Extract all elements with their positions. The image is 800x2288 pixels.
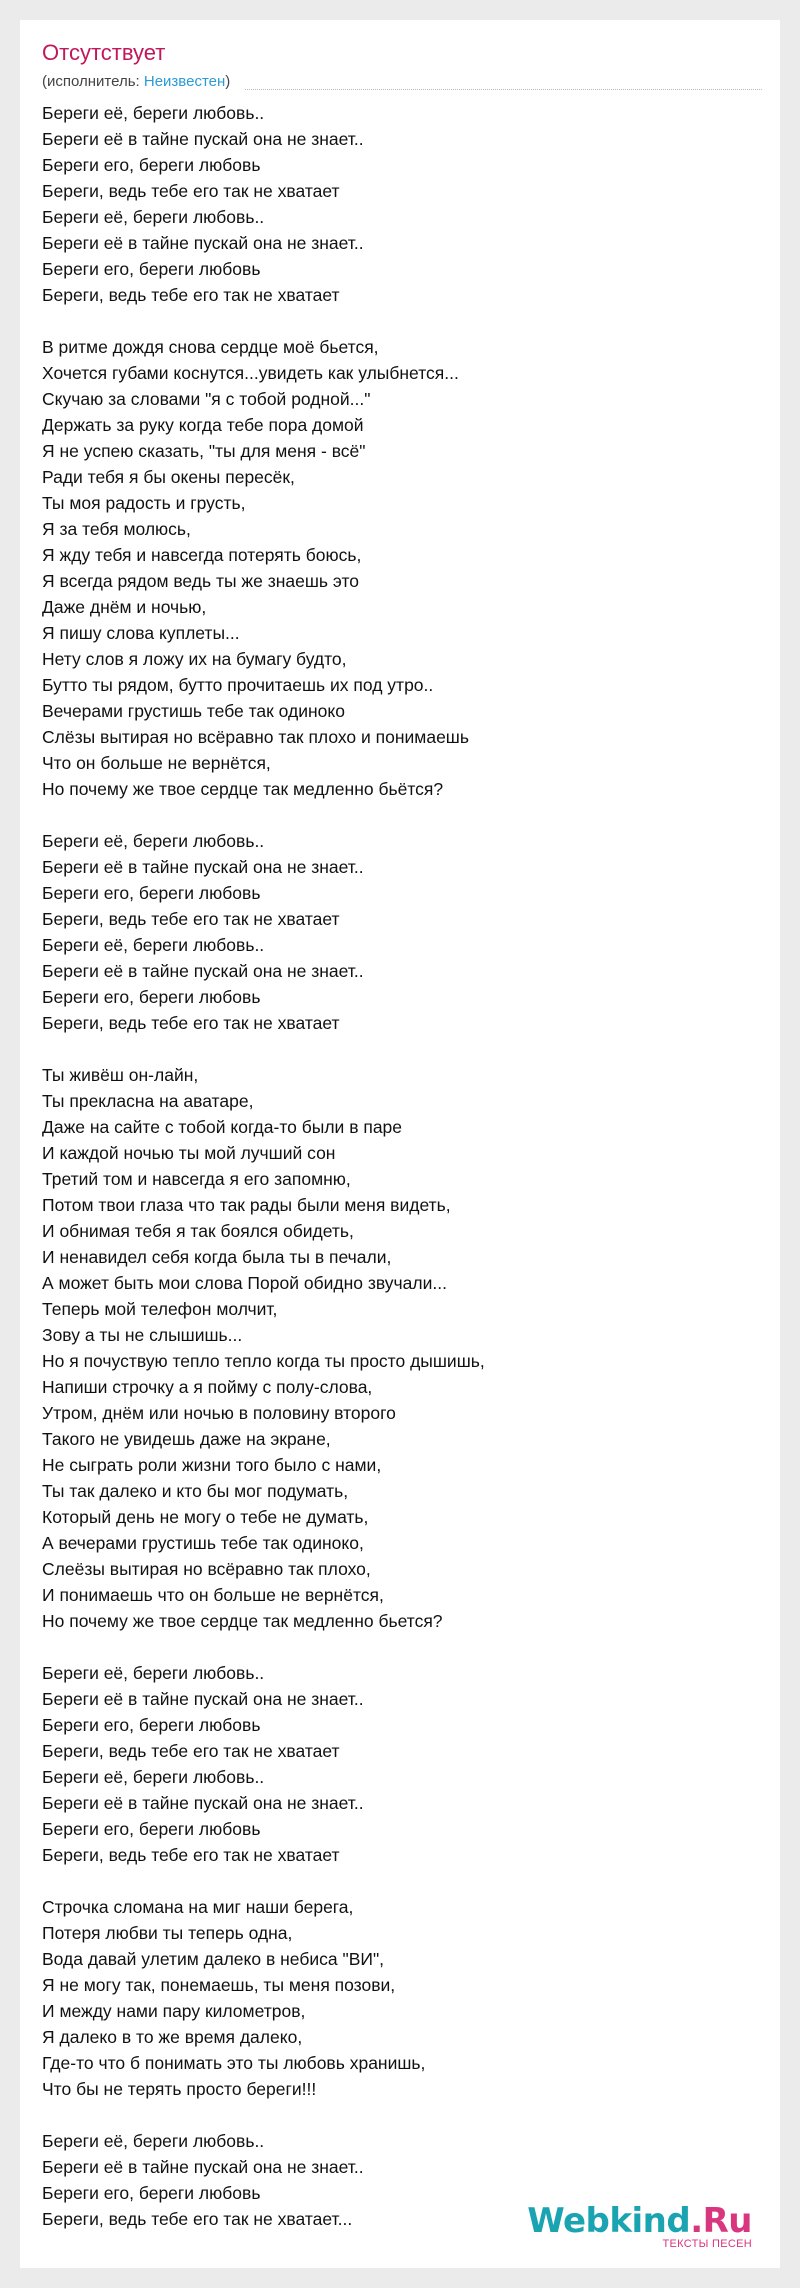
lyric-line: Береги её, береги любовь.. bbox=[42, 207, 265, 227]
lyric-line: Береги, ведь тебе его так не хватает... bbox=[42, 2209, 353, 2229]
lyric-line: Береги его, береги любовь bbox=[42, 883, 261, 903]
lyric-line: Береги её в тайне пускай она не знает.. bbox=[42, 1689, 364, 1709]
lyric-line: Бутто ты рядом, бутто прочитаешь их под утро.. bbox=[42, 675, 434, 695]
lyric-line: Что он больше не вернётся, bbox=[42, 753, 271, 773]
lyric-line: Береги её, береги любовь.. bbox=[42, 935, 265, 955]
lyric-line: В ритме дождя снова сердце моё бьется, bbox=[42, 337, 379, 357]
lyric-line: Вода давай улетим далеко в небиса "ВИ", bbox=[42, 1949, 385, 1969]
lyric-line: Береги его, береги любовь bbox=[42, 155, 261, 175]
lyric-line: Строчка сломана на миг наши берега, bbox=[42, 1897, 354, 1917]
lyric-line: Теперь мой телефон молчит, bbox=[42, 1299, 278, 1319]
lyric-line: Слеёзы вытирая но всёравно так плохо, bbox=[42, 1559, 371, 1579]
lyric-line: Не сыграть роли жизни того было с нами, bbox=[42, 1455, 382, 1475]
lyric-line: Где-то что б понимать это ты любовь хранишь, bbox=[42, 2053, 426, 2073]
lyric-line: И между нами пару километров, bbox=[42, 2001, 306, 2021]
lyric-line: Я пишу слова куплеты... bbox=[42, 623, 240, 643]
lyric-line: Нету слов я ложу их на бумагу будто, bbox=[42, 649, 347, 669]
lyric-line: Ты живёш он-лайн, bbox=[42, 1065, 199, 1085]
artist-prefix: (исполнитель: bbox=[42, 73, 144, 90]
lyric-line: Зову а ты не слышишь... bbox=[42, 1325, 243, 1345]
lyric-line: Хочется губами коснутся...увидеть как улыбнется... bbox=[42, 363, 459, 383]
lyric-line: Береги её, береги любовь.. bbox=[42, 1767, 265, 1787]
logo-tagline: ТЕКСТЫ ПЕСЕН bbox=[662, 2238, 752, 2250]
lyrics-stanza bbox=[42, 100, 762, 308]
lyric-line: Но я почуствую тепло тепло когда ты просто дышишь, bbox=[42, 1351, 485, 1371]
lyric-line: Береги его, береги любовь bbox=[42, 987, 261, 1007]
lyrics-text bbox=[42, 100, 762, 2258]
lyric-line: Береги его, береги любовь bbox=[42, 2183, 261, 2203]
lyric-line: И каждой ночью ты мой лучший сон bbox=[42, 1143, 336, 1163]
lyric-line: Ради тебя я бы окены пересёк, bbox=[42, 467, 295, 487]
lyric-line: Береги её в тайне пускай она не знает.. bbox=[42, 1793, 364, 1813]
lyric-line: Береги её, береги любовь.. bbox=[42, 2131, 265, 2151]
lyric-line: Но почему же твое сердце так медленно бьётся? bbox=[42, 779, 444, 799]
lyric-line: Но почему же твое сердце так медленно бьется? bbox=[42, 1611, 443, 1631]
lyric-line: Третий том и навсегда я его запомню, bbox=[42, 1169, 351, 1189]
lyric-line: Слёзы вытирая но всёравно так плохо и понимаешь bbox=[42, 727, 469, 747]
logo-wordmark bbox=[527, 2201, 752, 2241]
lyric-line: Потом твои глаза что так рады были меня видеть, bbox=[42, 1195, 451, 1215]
lyric-line: И ненавидел себя когда была ты в печали, bbox=[42, 1247, 392, 1267]
lyric-line: Я не успею сказать, "ты для меня - всё" bbox=[42, 441, 366, 461]
lyric-line: Утром, днём или ночью в половину второго bbox=[42, 1403, 396, 1423]
lyric-line: Береги её в тайне пускай она не знает.. bbox=[42, 961, 364, 981]
lyric-line: Ты так далеко и кто бы мог подумать, bbox=[42, 1481, 349, 1501]
lyric-line: Береги её в тайне пускай она не знает.. bbox=[42, 2157, 364, 2177]
lyric-line: Ты прекласна на аватаре, bbox=[42, 1091, 254, 1111]
lyric-line: Я за тебя молюсь, bbox=[42, 519, 191, 539]
lyric-line: Такого не увидешь даже на экране, bbox=[42, 1429, 331, 1449]
lyric-line: Береги её, береги любовь.. bbox=[42, 103, 265, 123]
lyric-line: Береги её в тайне пускай она не знает.. bbox=[42, 233, 364, 253]
lyric-line: И обнимая тебя я так боялся обидеть, bbox=[42, 1221, 354, 1241]
lyric-line: И понимаешь что он больше не вернётся, bbox=[42, 1585, 384, 1605]
lyrics-stanza bbox=[42, 1894, 762, 2102]
lyric-line: Береги, ведь тебе его так не хватает bbox=[42, 1845, 340, 1865]
header-divider bbox=[245, 89, 762, 90]
lyrics-card bbox=[20, 20, 780, 2268]
song-title: Отсутствует bbox=[42, 40, 166, 65]
lyric-line: Береги её в тайне пускай она не знает.. bbox=[42, 857, 364, 877]
lyrics-stanza bbox=[42, 1660, 762, 1868]
lyric-line: Береги, ведь тебе его так не хватает bbox=[42, 181, 340, 201]
lyric-line: Береги, ведь тебе его так не хватает bbox=[42, 1741, 340, 1761]
lyric-line: Который день не могу о тебе не думать, bbox=[42, 1507, 369, 1527]
lyric-line: Я далеко в то же время далеко, bbox=[42, 2027, 303, 2047]
lyric-line: Что бы не терять просто береги!!! bbox=[42, 2079, 317, 2099]
lyric-line: А вечерами грустишь тебе так одиноко, bbox=[42, 1533, 364, 1553]
lyric-line: Держать за руку когда тебе пора домой bbox=[42, 415, 364, 435]
lyric-line: Береги, ведь тебе его так не хватает bbox=[42, 1013, 340, 1033]
artist-line bbox=[42, 74, 230, 89]
lyric-line: Береги её в тайне пускай она не знает.. bbox=[42, 129, 364, 149]
lyric-line: Даже днём и ночью, bbox=[42, 597, 207, 617]
site-logo[interactable] bbox=[527, 2201, 752, 2250]
lyric-line: Береги его, береги любовь bbox=[42, 1819, 261, 1839]
lyric-line: А может быть мои слова Порой обидно звучали... bbox=[42, 1273, 447, 1293]
lyric-line: Береги, ведь тебе его так не хватает bbox=[42, 285, 340, 305]
lyric-line: Я жду тебя и навсегда потерять боюсь, bbox=[42, 545, 362, 565]
logo-tld: .Ru bbox=[690, 2201, 752, 2241]
lyric-line: Напиши строчку а я пойму с полу-слова, bbox=[42, 1377, 373, 1397]
lyrics-stanza bbox=[42, 828, 762, 1036]
lyric-line: Я не могу так, понемаешь, ты меня позови, bbox=[42, 1975, 396, 1995]
artist-link[interactable]: Неизвестен bbox=[143, 73, 226, 90]
lyric-line: Береги его, береги любовь bbox=[42, 1715, 261, 1735]
lyric-line: Береги её, береги любовь.. bbox=[42, 831, 265, 851]
lyric-line: Я всегда рядом ведь ты же знаешь это bbox=[42, 571, 359, 591]
lyric-line: Береги её, береги любовь.. bbox=[42, 1663, 265, 1683]
lyric-line: Потеря любви ты теперь одна, bbox=[42, 1923, 293, 1943]
lyric-line: Береги, ведь тебе его так не хватает bbox=[42, 909, 340, 929]
lyric-line: Даже на сайте с тобой когда-то были в паре bbox=[42, 1117, 403, 1137]
lyric-line: Береги его, береги любовь bbox=[42, 259, 261, 279]
artist-suffix: ) bbox=[225, 73, 231, 90]
logo-name: Webkind bbox=[527, 2201, 691, 2241]
lyrics-stanza bbox=[42, 334, 762, 802]
lyrics-stanza bbox=[42, 1062, 762, 1634]
lyric-line: Скучаю за словами "я с тобой родной..." bbox=[42, 389, 371, 409]
lyric-line: Ты моя радость и грусть, bbox=[42, 493, 246, 513]
lyric-line: Вечерами грустишь тебе так одиноко bbox=[42, 701, 346, 721]
